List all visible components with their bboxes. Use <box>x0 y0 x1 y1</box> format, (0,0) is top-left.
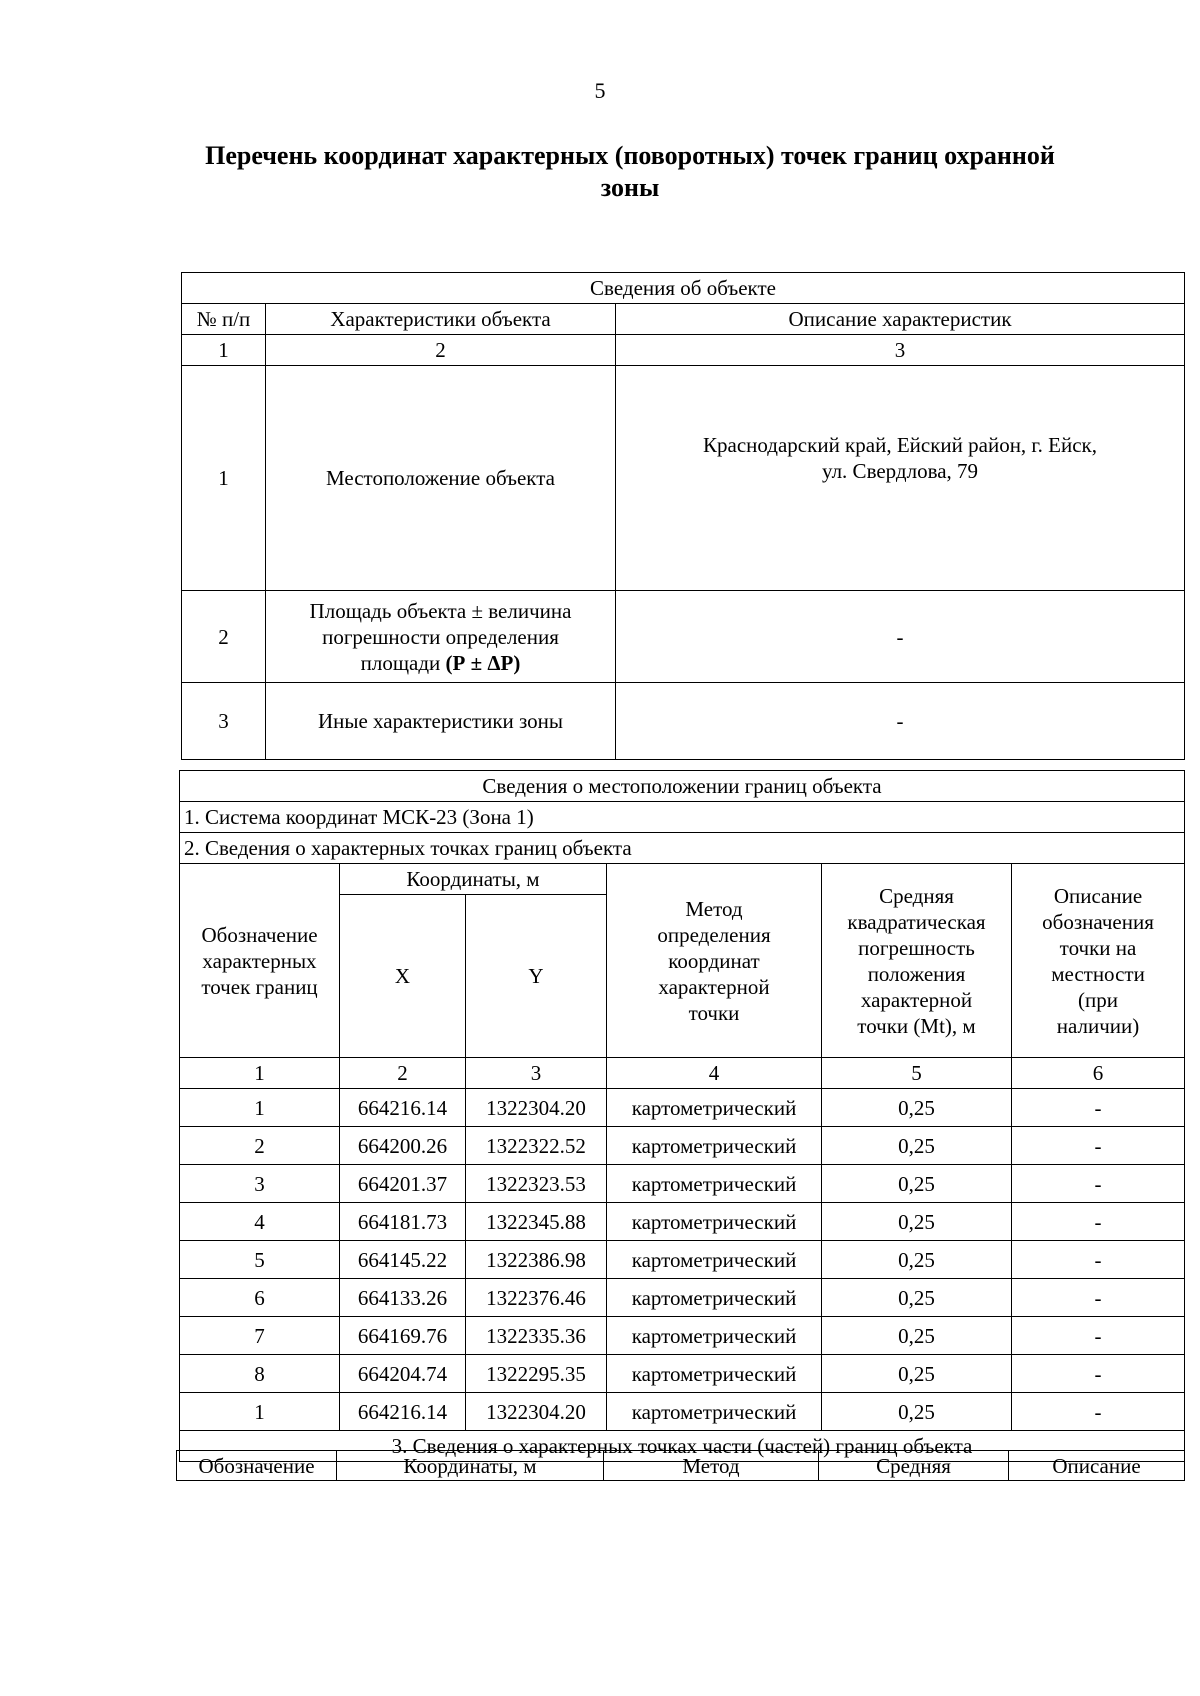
table-row <box>180 1279 1185 1317</box>
point-y: 1322386.98 <box>466 1241 607 1279</box>
point-x: 664201.37 <box>340 1165 466 1203</box>
header-line: квадратическая <box>847 909 986 934</box>
point-x: 664200.26 <box>340 1127 466 1165</box>
col-header-coords: Координаты, м <box>337 1451 604 1481</box>
header-line: Описание <box>1053 883 1143 908</box>
col-header-characteristics: Характеристики объекта <box>266 304 616 335</box>
characteristic-name-line: погрешности определения <box>322 624 559 649</box>
point-description: - <box>1012 1127 1185 1165</box>
header-line: точки <box>688 1000 740 1025</box>
header-line: наличии) <box>1056 1013 1140 1038</box>
object-info-table <box>181 272 1185 760</box>
address-line: ул. Свердлова, 79 <box>822 459 979 483</box>
point-description: - <box>1012 1279 1185 1317</box>
row-number: 1 <box>182 366 266 591</box>
points-body <box>180 1089 1185 1431</box>
col-header-num: № п/п <box>182 304 266 335</box>
address-line: Краснодарский край, Ейский район, г. Ейск, <box>703 433 1098 457</box>
header-line: положения <box>867 961 966 986</box>
points-section-header: 2. Сведения о характерных точках границ объекта <box>180 833 1185 864</box>
point-y: 1322304.20 <box>466 1393 607 1431</box>
header-line: определения <box>657 922 771 947</box>
point-description: - <box>1012 1089 1185 1127</box>
point-method: картометрический <box>607 1089 822 1127</box>
characteristic-description <box>616 366 1185 591</box>
point-id: 1 <box>180 1393 340 1431</box>
point-error: 0,25 <box>822 1393 1012 1431</box>
col-header-error <box>822 864 1012 1058</box>
col-number: 3 <box>466 1058 607 1089</box>
col-header-point-description: Описание <box>1009 1451 1185 1481</box>
col-header-designation: Обозначение <box>177 1451 337 1481</box>
col-header-error: Средняя <box>819 1451 1009 1481</box>
point-y: 1322304.20 <box>466 1089 607 1127</box>
point-description: - <box>1012 1203 1185 1241</box>
point-id: 8 <box>180 1355 340 1393</box>
header-line: характерной <box>860 987 973 1012</box>
point-method: картометрический <box>607 1279 822 1317</box>
header-line: точек границ <box>201 974 318 999</box>
point-x: 664133.26 <box>340 1279 466 1317</box>
table-row <box>180 1355 1185 1393</box>
point-method: картометрический <box>607 1241 822 1279</box>
point-y: 1322376.46 <box>466 1279 607 1317</box>
header-line: (при <box>1078 987 1118 1012</box>
header-line: Обозначение <box>201 922 318 947</box>
table-row <box>180 1317 1185 1355</box>
page-number: 5 <box>594 78 606 103</box>
col-number: 2 <box>266 335 616 366</box>
point-method: картометрический <box>607 1393 822 1431</box>
point-id: 5 <box>180 1241 340 1279</box>
parts-section-header: 3. Сведения о характерных точках части (частей) границ объекта <box>180 1431 1185 1462</box>
point-id: 2 <box>180 1127 340 1165</box>
points-table <box>179 770 1185 1462</box>
document-title: Перечень координат характерных (поворотных) точек границ охранной зоны <box>205 141 1055 202</box>
table-row <box>182 591 1185 683</box>
col-header-description: Описание характеристик <box>616 304 1185 335</box>
point-error: 0,25 <box>822 1317 1012 1355</box>
header-line: координат <box>668 948 760 973</box>
col-number: 1 <box>180 1058 340 1089</box>
point-error: 0,25 <box>822 1279 1012 1317</box>
characteristic-description: - <box>616 591 1185 683</box>
point-method: картометрический <box>607 1165 822 1203</box>
header-line: Метод <box>685 896 743 921</box>
table-row <box>180 1127 1185 1165</box>
table-row <box>180 1393 1185 1431</box>
header-line: точки (Mt), м <box>857 1013 976 1038</box>
col-header-y: Y <box>466 895 607 1058</box>
point-id: 7 <box>180 1317 340 1355</box>
col-header-method: Метод <box>604 1451 819 1481</box>
col-header-x: X <box>340 895 466 1058</box>
point-y: 1322322.52 <box>466 1127 607 1165</box>
table-row <box>180 1165 1185 1203</box>
col-header-coords: Координаты, м <box>340 864 607 895</box>
row-number: 3 <box>182 683 266 760</box>
characteristic-name <box>266 591 616 683</box>
point-error: 0,25 <box>822 1241 1012 1279</box>
point-method: картометрический <box>607 1203 822 1241</box>
table-row <box>182 683 1185 760</box>
point-method: картометрический <box>607 1317 822 1355</box>
point-id: 4 <box>180 1203 340 1241</box>
point-error: 0,25 <box>822 1089 1012 1127</box>
point-x: 664216.14 <box>340 1393 466 1431</box>
point-x: 664204.74 <box>340 1355 466 1393</box>
header-line: характерной <box>658 974 770 999</box>
col-number: 3 <box>616 335 1185 366</box>
col-number: 2 <box>340 1058 466 1089</box>
point-id: 6 <box>180 1279 340 1317</box>
object-info-header: Сведения об объекте <box>182 273 1185 304</box>
point-error: 0,25 <box>822 1127 1012 1165</box>
col-header-point-description <box>1012 864 1185 1058</box>
characteristic-name: Иные характеристики зоны <box>266 683 616 760</box>
header-line: местности <box>1051 961 1145 986</box>
point-y: 1322323.53 <box>466 1165 607 1203</box>
table-row <box>180 1089 1185 1127</box>
table-row <box>180 1241 1185 1279</box>
point-error: 0,25 <box>822 1165 1012 1203</box>
point-method: картометрический <box>607 1355 822 1393</box>
point-description: - <box>1012 1393 1185 1431</box>
point-x: 664145.22 <box>340 1241 466 1279</box>
col-header-method <box>607 864 822 1058</box>
point-x: 664181.73 <box>340 1203 466 1241</box>
col-number: 6 <box>1012 1058 1185 1089</box>
header-line: погрешность <box>858 935 975 960</box>
col-number: 4 <box>607 1058 822 1089</box>
coord-system: 1. Система координат МСК-23 (Зона 1) <box>180 802 1185 833</box>
point-y: 1322345.88 <box>466 1203 607 1241</box>
header-line: характерных <box>202 948 317 973</box>
point-description: - <box>1012 1241 1185 1279</box>
table-row <box>182 366 1185 591</box>
col-number: 1 <box>182 335 266 366</box>
header-line: обозначения <box>1042 909 1154 934</box>
area-label: площади <box>360 650 441 675</box>
point-error: 0,25 <box>822 1355 1012 1393</box>
header-line: точки на <box>1059 935 1137 960</box>
col-header-designation <box>180 864 340 1058</box>
point-x: 664169.76 <box>340 1317 466 1355</box>
area-formula: (Р ± ΔР) <box>445 650 521 675</box>
header-line: Средняя <box>879 883 954 908</box>
point-description: - <box>1012 1355 1185 1393</box>
characteristic-name-line: Площадь объекта ± величина <box>309 598 572 623</box>
point-method: картометрический <box>607 1127 822 1165</box>
parts-table <box>176 1450 1185 1481</box>
point-id: 1 <box>180 1089 340 1127</box>
row-number: 2 <box>182 591 266 683</box>
point-y: 1322295.35 <box>466 1355 607 1393</box>
table-row <box>180 1203 1185 1241</box>
point-description: - <box>1012 1317 1185 1355</box>
col-number: 5 <box>822 1058 1012 1089</box>
point-id: 3 <box>180 1165 340 1203</box>
point-description: - <box>1012 1165 1185 1203</box>
point-x: 664216.14 <box>340 1089 466 1127</box>
characteristic-name-line <box>270 650 611 676</box>
point-error: 0,25 <box>822 1203 1012 1241</box>
characteristic-name: Местоположение объекта <box>266 366 616 591</box>
location-info-header: Сведения о местоположении границ объекта <box>180 771 1185 802</box>
characteristic-description: - <box>616 683 1185 760</box>
point-y: 1322335.36 <box>466 1317 607 1355</box>
